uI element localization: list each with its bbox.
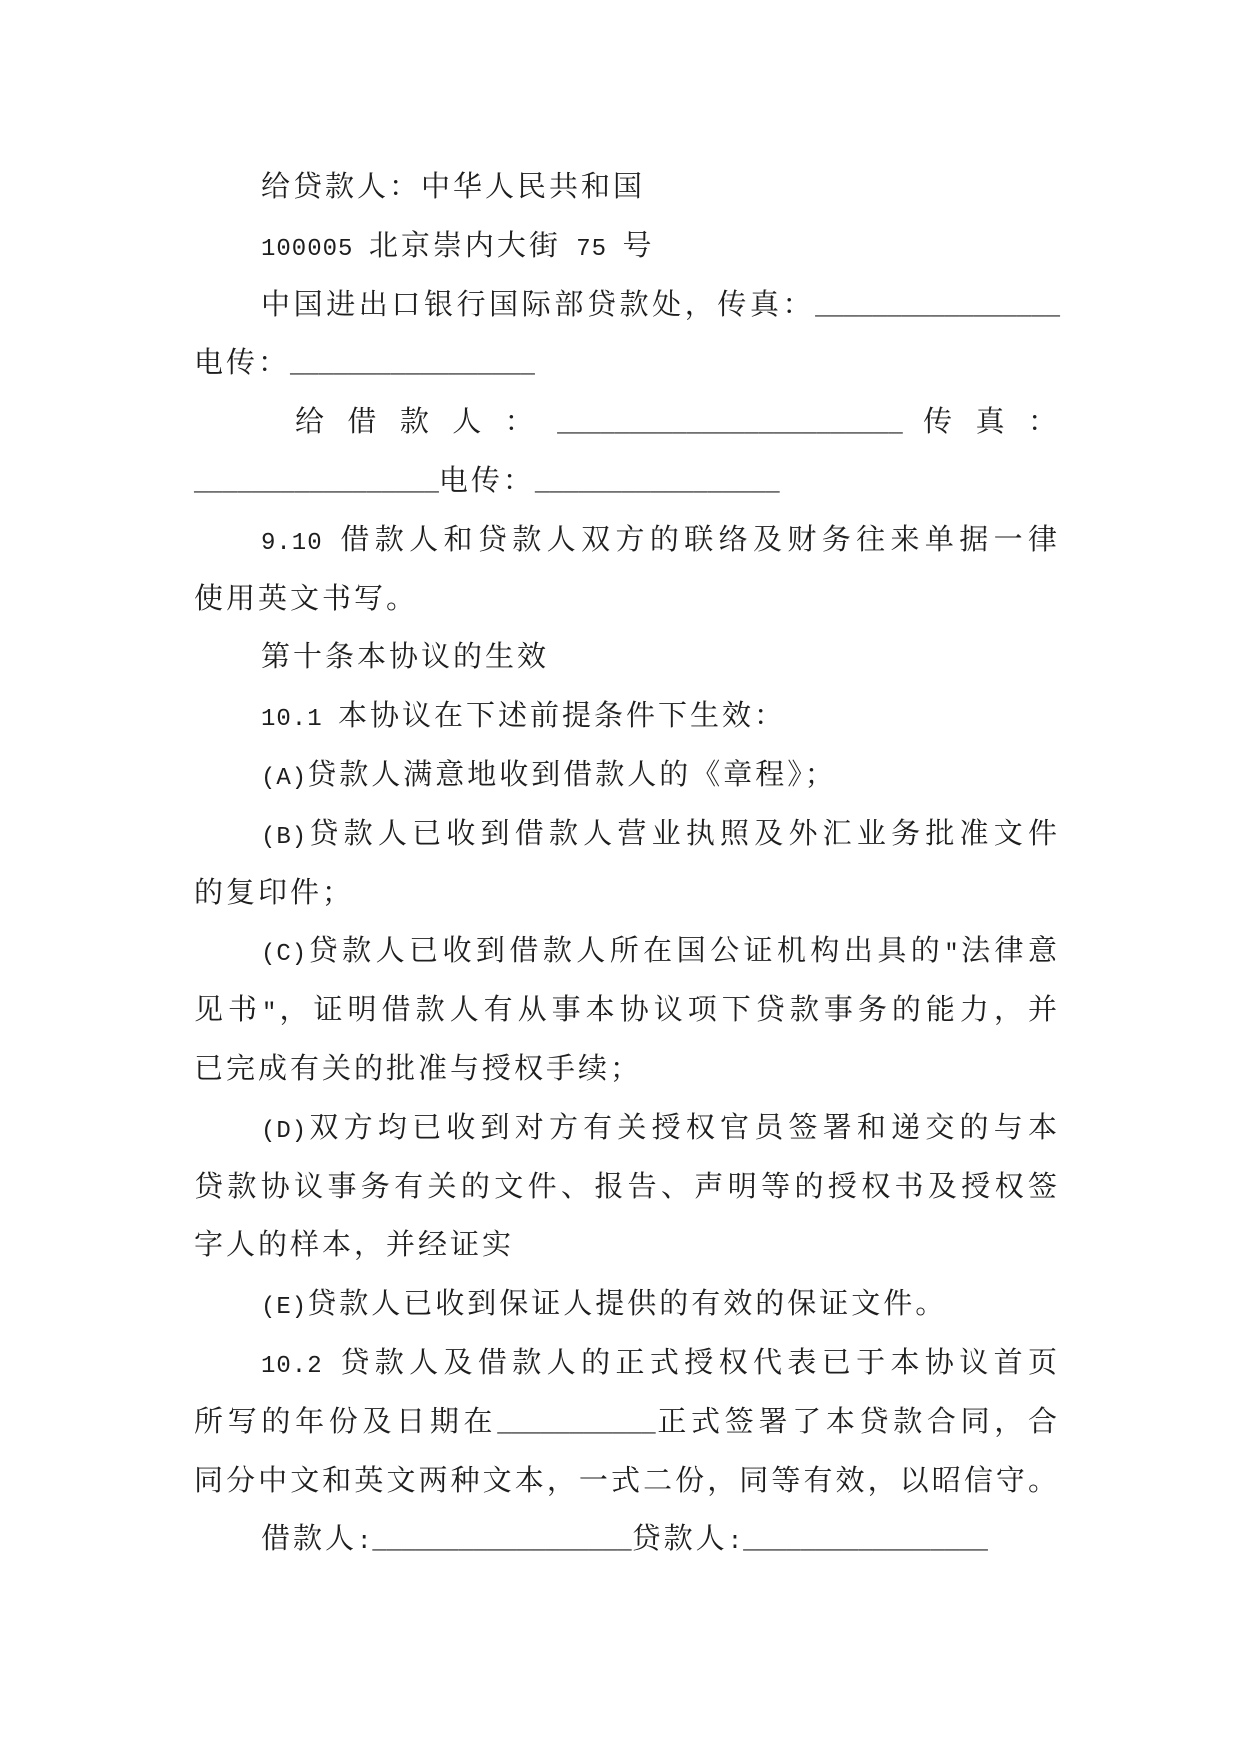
clause-10-2-line: 10.2 贷款人及借款人的正式授权代表已于本协议首页 — [261, 1345, 1060, 1380]
latin-text-run: 9.10 — [261, 530, 341, 557]
clause-9-10-line: 使用英文书写。 — [194, 581, 419, 615]
article-heading: 第十条本协议的生效 — [261, 639, 550, 673]
latin-text-run: 75 — [560, 236, 623, 263]
latin-text-run: (A) — [261, 765, 308, 792]
lender-telex-line: 电传：_________________ — [194, 345, 535, 380]
latin-text-run: (C) — [261, 941, 308, 968]
fill-in-blank: _________________ — [534, 471, 780, 498]
latin-text-run: (D) — [261, 1118, 308, 1145]
condition-line: (B)贷款人已收到借款人营业执照及外汇业务批准文件 — [261, 816, 1060, 851]
signature-line: 借款人:__________________贷款人:_________________ — [261, 1521, 988, 1556]
condition-line: (D)双方均已收到对方有关授权官员签署和递交的与本 — [261, 1110, 1060, 1145]
clause-10-1-intro: 10.1 本协议在下述前提条件下生效： — [261, 698, 787, 733]
latin-text-run: (B) — [261, 824, 308, 851]
latin-text-run: " — [262, 1000, 278, 1027]
fill-in-blank: _________________ — [290, 353, 535, 380]
condition-line: 见书"，证明借款人有从事本协议项下贷款事务的能力，并 — [194, 992, 1060, 1027]
fill-in-blank: _________________ — [194, 471, 439, 498]
latin-text-run: 10.2 — [261, 1353, 341, 1380]
condition-line: (A)贷款人满意地收到借款人的《章程》； — [261, 757, 837, 792]
condition-line: (E)贷款人已收到保证人提供的有效的保证文件。 — [261, 1286, 948, 1321]
fill-in-blank: _________________ — [743, 1529, 988, 1556]
lender-postal-address-line: 100005 北京崇内大街 75 号 — [261, 228, 655, 263]
condition-line: 字人的样本，并经证实 — [194, 1227, 515, 1261]
latin-text-run: " — [944, 941, 960, 968]
latin-text-run: : — [357, 1529, 373, 1556]
latin-text-run: 10.1 — [261, 706, 339, 733]
condition-line: 的复印件； — [194, 875, 355, 909]
latin-text-run: 100005 — [261, 236, 369, 263]
borrower-fax-line: 给借款人：________________________传真： — [295, 404, 1060, 439]
latin-text-run: (E) — [261, 1294, 308, 1321]
condition-line: 已完成有关的批准与授权手续； — [194, 1051, 643, 1085]
fill-in-blank: __________________ — [372, 1529, 632, 1556]
clause-10-2-line: 所写的年份及日期在___________正式签署了本贷款合同，合 — [194, 1404, 1060, 1439]
clause-9-10-line: 9.10 借款人和贷款人双方的联络及财务往来单据一律 — [261, 522, 1060, 557]
lender-department-fax-line: 中国进出口银行国际部贷款处，传真：_________________ — [261, 287, 1060, 322]
borrower-telex-line: _________________电传：_________________ — [194, 463, 780, 498]
clause-10-2-line: 同分中文和英文两种文本，一式二份，同等有效，以昭信守。 — [194, 1463, 1060, 1497]
fill-in-blank: ________________________ — [557, 412, 903, 439]
fill-in-blank: ___________ — [497, 1412, 656, 1439]
latin-text-run: : — [727, 1529, 744, 1556]
lender-salutation-line: 给贷款人：中华人民共和国 — [261, 169, 646, 203]
fill-in-blank: _________________ — [815, 295, 1060, 322]
condition-line: (C)贷款人已收到借款人所在国公证机构出具的"法律意 — [261, 933, 1060, 968]
condition-line: 贷款协议事务有关的文件、报告、声明等的授权书及授权签 — [194, 1169, 1060, 1203]
